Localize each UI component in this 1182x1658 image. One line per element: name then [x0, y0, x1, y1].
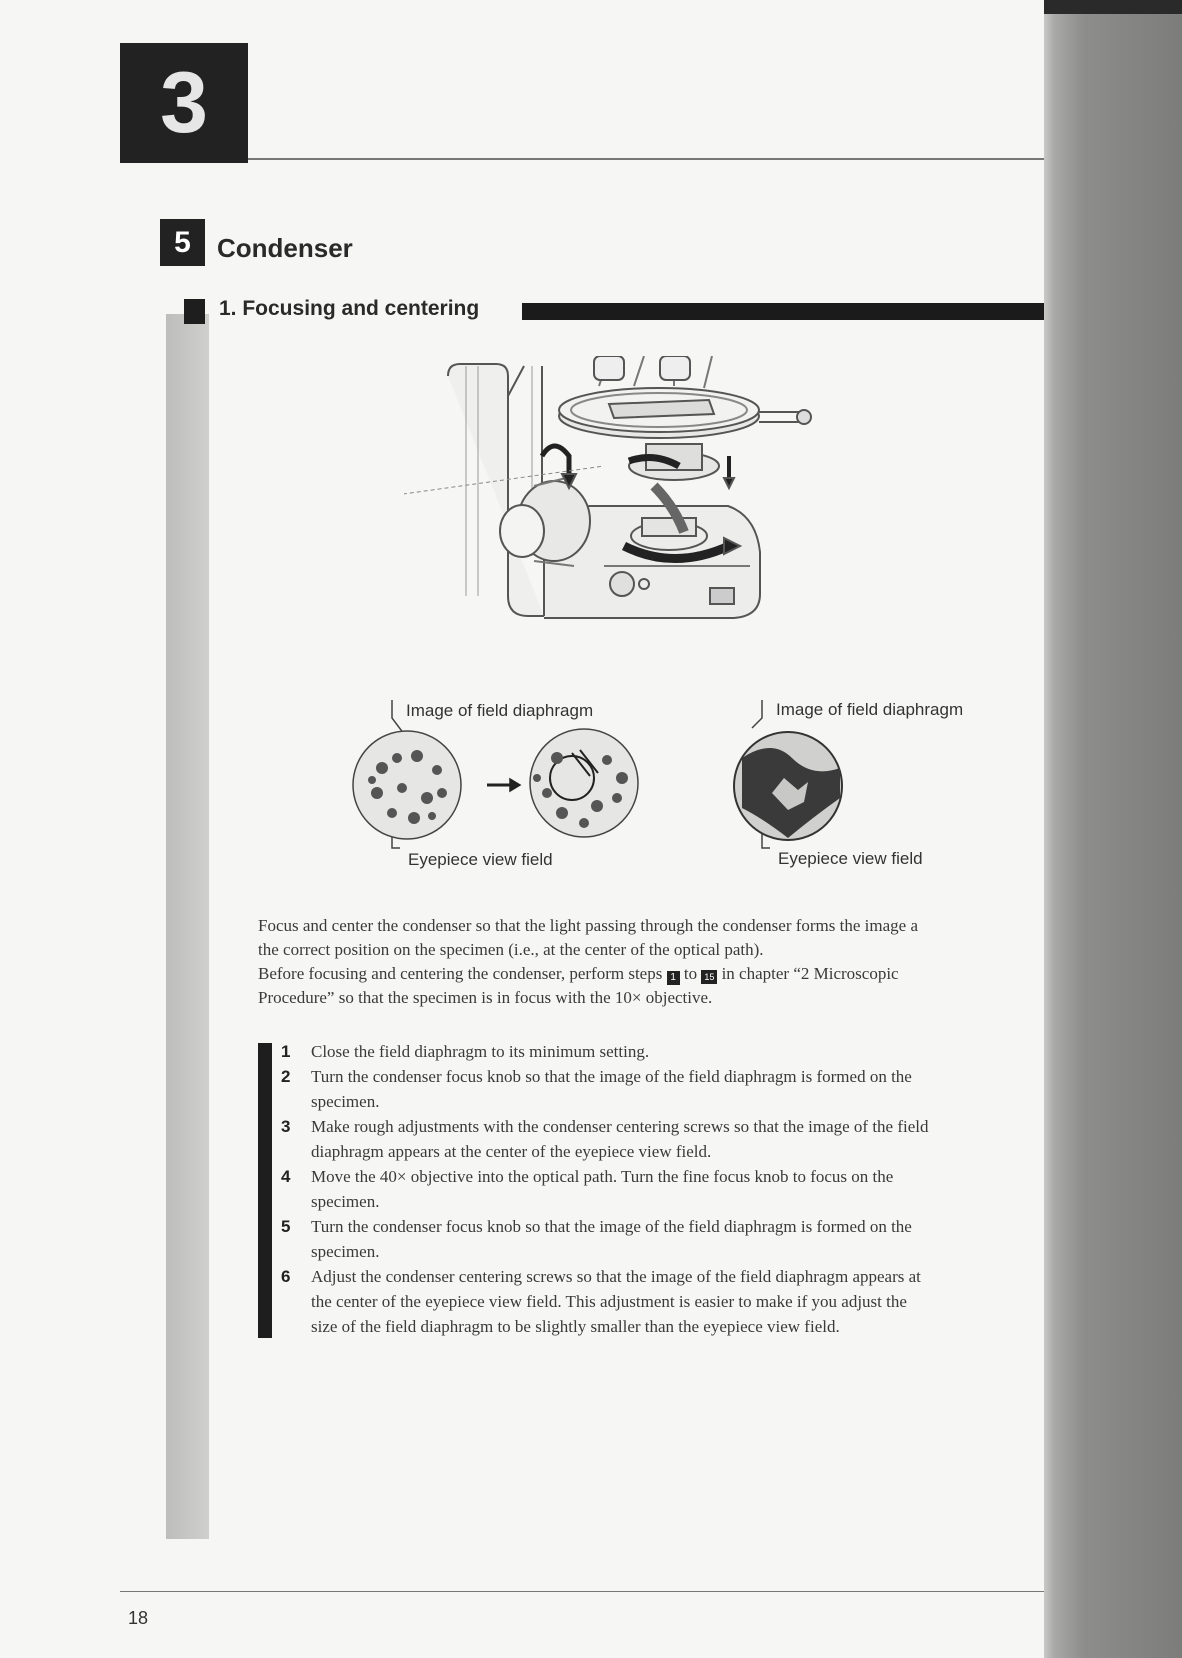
- section-sidebar: [166, 314, 209, 1539]
- step-4: [281, 1164, 1041, 1214]
- step-text: the center of the eyepiece view field. This adjustment is easier to make if you adjust the: [311, 1292, 907, 1311]
- step-text: size of the field diaphragm to be slightly smaller than the eyepiece view field.: [311, 1317, 840, 1336]
- intro-line-3: [258, 962, 1048, 986]
- chapter-number: 3: [160, 54, 208, 151]
- intro-line-2: the correct position on the specimen (i.e., at the center of the optical path).: [258, 940, 764, 959]
- intro-line-1: Focus and center the condenser so that the light passing through the condenser forms the image a: [258, 916, 918, 935]
- step-number: 5: [281, 1217, 291, 1236]
- step-number: 4: [281, 1167, 291, 1186]
- step-number: 6: [281, 1267, 291, 1286]
- footer-rule: [120, 1591, 1044, 1592]
- step-ref-to: 15: [701, 970, 717, 984]
- subsection-bar: [522, 303, 1044, 320]
- step-text: Adjust the condenser centering screws so that the image of the field diaphragm appears at: [311, 1267, 921, 1286]
- step-6: [281, 1264, 1041, 1339]
- step-number: 2: [281, 1067, 291, 1086]
- step-5: [281, 1214, 1041, 1264]
- steps-bar: [258, 1043, 272, 1338]
- step-text: Move the 40× objective into the optical path. Turn the fine focus knob to focus on the: [311, 1167, 894, 1186]
- label-eyepiece-view-field-left: Eyepiece view field: [408, 850, 553, 869]
- label-eyepiece-view-field-right: Eyepiece view field: [778, 849, 923, 868]
- step-text: Turn the condenser focus knob so that the image of the field diaphragm is formed on the: [311, 1217, 912, 1236]
- intro-line-3-post: in chapter “2 Microscopic: [717, 964, 899, 983]
- field-diaphragm-diagrams: [352, 698, 1012, 873]
- intro-line-3-mid: to: [679, 964, 702, 983]
- page-gutter-top: [1044, 0, 1182, 14]
- section-title: Condenser: [217, 233, 353, 263]
- step-text: Turn the condenser focus knob so that the image of the field diaphragm is formed on the: [311, 1067, 912, 1086]
- page-number: 18: [128, 1608, 149, 1628]
- step-number: 1: [281, 1042, 291, 1061]
- step-text: Make rough adjustments with the condenser centering screws so that the image of the field: [311, 1117, 929, 1136]
- label-image-field-diaphragm-right: Image of field diaphragm: [776, 700, 964, 719]
- intro-line-3-pre: Before focusing and centering the condenser, perform steps: [258, 964, 667, 983]
- step-number: 3: [281, 1117, 291, 1136]
- step-text: specimen.: [311, 1242, 380, 1261]
- section-number-badge: 5: [160, 219, 205, 266]
- step-text: diaphragm appears at the center of the eyepiece view field.: [311, 1142, 712, 1161]
- step-text: Close the field diaphragm to its minimum setting.: [311, 1042, 650, 1061]
- step-text: specimen.: [311, 1192, 380, 1211]
- subsection-bullet: [184, 299, 205, 324]
- step-1: [281, 1039, 1041, 1064]
- chapter-tab: [120, 43, 248, 163]
- microscope-illustration: [404, 356, 864, 646]
- step-2: [281, 1064, 1041, 1114]
- intro-line-4: Procedure” so that the specimen is in focus with the 10× objective.: [258, 988, 713, 1007]
- subsection-title: 1. Focusing and centering: [219, 297, 480, 320]
- page-gutter-shadow: [1044, 0, 1182, 1658]
- step-ref-from: 1: [667, 971, 680, 985]
- header-rule: [248, 158, 1044, 160]
- label-image-field-diaphragm-left: Image of field diaphragm: [406, 701, 594, 720]
- step-3: [281, 1114, 1041, 1164]
- step-text: specimen.: [311, 1092, 380, 1111]
